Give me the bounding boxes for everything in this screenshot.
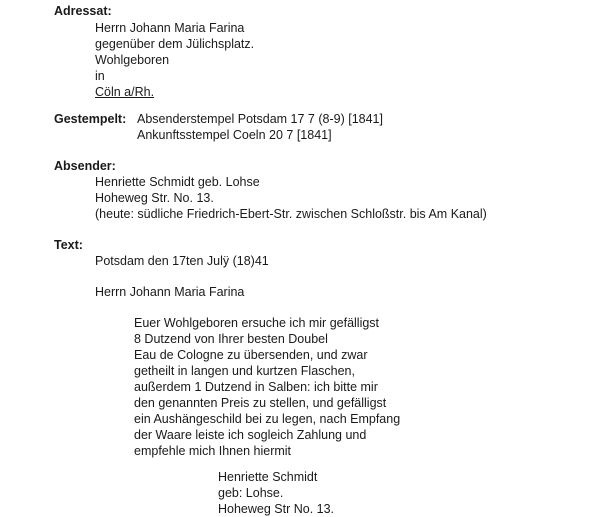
absender-label: Absender: [54,159,116,173]
absender-line-note: (heute: südliche Friedrich-Ebert-Str. zwischen Schloßstr. bis Am Kanal) [95,207,487,221]
text-salutation: Herrn Johann Maria Farina [95,285,245,299]
text-body-line: empfehle mich Ihnen hiermit [134,444,292,458]
adressat-line-honorific: Wohlgeboren [95,53,170,67]
text-body-line: den genannten Preis zu stellen, und gefälligst [134,396,387,410]
text-body-line: Eau de Cologne zu übersenden, und zwar [134,348,368,362]
adressat-line-address: gegenüber dem Jülichsplatz. [95,37,255,51]
text-body-line: der Waare leiste ich sogleich Zahlung und [134,428,367,442]
text-body-line: getheilt in langen und kurtzen Flaschen, [134,364,355,378]
signature-address: Hoheweg Str No. 13. [218,502,335,516]
adressat-line-city: Cöln a/Rh. [95,85,155,99]
text-label: Text: [54,238,83,252]
adressat-line-in: in [95,69,105,83]
signature-maiden-name: geb: Lohse. [218,486,284,500]
signature-name: Henriette Schmidt [218,470,318,484]
absender-line-name: Henriette Schmidt geb. Lohse [95,175,260,189]
absender-line-address: Hoheweg Str. No. 13. [95,191,214,205]
adressat-line-name: Herrn Johann Maria Farina [95,21,245,35]
text-body-line: Euer Wohlgeboren ersuche ich mir gefälligst [134,316,380,330]
text-body-line: außerdem 1 Dutzend in Salben: ich bitte mir [134,380,378,394]
gestempelt-line-sender-stamp: Absenderstempel Potsdam 17 7 (8-9) [1841] [137,112,383,126]
adressat-label: Adressat: [54,4,112,18]
text-date-line: Potsdam den 17ten Julÿ (18)41 [95,254,269,268]
gestempelt-line-arrival-stamp: Ankunftsstempel Coeln 20 7 [1841] [137,128,332,142]
text-body-line: 8 Dutzend von Ihrer besten Doubel [134,332,328,346]
text-body-line: ein Aushängeschild bei zu legen, nach Empfang [134,412,401,426]
gestempelt-label: Gestempelt: [54,112,127,126]
